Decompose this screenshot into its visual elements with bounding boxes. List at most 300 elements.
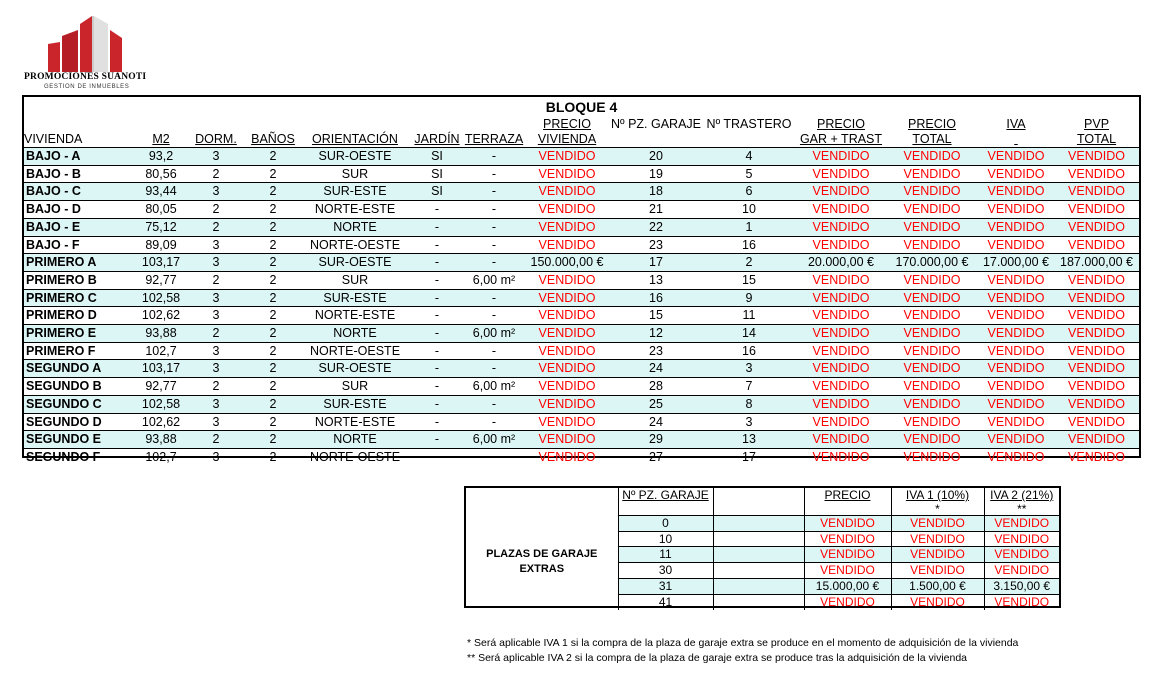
trastero-cell: 1	[702, 218, 796, 236]
trastero-cell: 16	[702, 236, 796, 254]
vivienda-cell: SEGUNDO D	[24, 413, 136, 431]
terraza-cell: 6,00 m²	[464, 378, 524, 396]
m2-cell: 102,62	[136, 307, 186, 325]
vivienda-cell: SEGUNDO F	[24, 448, 136, 465]
garaje-cell: 24	[610, 360, 702, 378]
garaje-cell: 25	[610, 395, 702, 413]
vivienda-cell: BAJO - C	[24, 183, 136, 201]
vivienda-cell: PRIMERO D	[24, 307, 136, 325]
extras-empty-cell	[713, 563, 804, 579]
precio-vivienda-cell: VENDIDO	[524, 448, 610, 465]
precio-vivienda-cell: VENDIDO	[524, 360, 610, 378]
jardin-cell: -	[410, 218, 464, 236]
pvp-cell: VENDIDO	[1054, 413, 1139, 431]
orientacion-cell: SUR-ESTE	[300, 395, 410, 413]
dorm-cell: 2	[186, 218, 246, 236]
garaje-cell: 19	[610, 165, 702, 183]
table-row	[24, 165, 1139, 183]
trastero-cell: 13	[702, 431, 796, 449]
banos-cell: 2	[246, 360, 300, 378]
terraza-cell: -	[464, 218, 524, 236]
extras-iva1-mark: *	[891, 503, 984, 516]
extras-empty-cell	[713, 547, 804, 563]
garaje-cell: 20	[610, 148, 702, 166]
precio-vivienda-cell: VENDIDO	[524, 378, 610, 396]
orientacion-cell: NORTE-OESTE	[300, 236, 410, 254]
banos-cell: 2	[246, 395, 300, 413]
trastero-cell: 4	[702, 148, 796, 166]
terraza-cell: -	[464, 342, 524, 360]
vivienda-cell: BAJO - B	[24, 165, 136, 183]
terraza-cell: 6,00 m²	[464, 271, 524, 289]
banos-cell: 2	[246, 148, 300, 166]
precio-vivienda-cell: 150.000,00 €	[524, 254, 610, 272]
banos-cell: 2	[246, 236, 300, 254]
iva-cell: VENDIDO	[978, 165, 1054, 183]
terraza-cell: -	[464, 148, 524, 166]
header-orientacion: ORIENTACIÓN	[312, 132, 398, 146]
pvp-cell: VENDIDO	[1054, 431, 1139, 449]
trastero-cell: 9	[702, 289, 796, 307]
vivienda-cell: BAJO - F	[24, 236, 136, 254]
precio-total-cell: VENDIDO	[886, 325, 978, 343]
pvp-cell: VENDIDO	[1054, 236, 1139, 254]
extras-iva2-cell: VENDIDO	[984, 515, 1059, 531]
jardin-cell: -	[410, 307, 464, 325]
table-row	[24, 378, 1139, 396]
precio-gar-cell: VENDIDO	[796, 448, 886, 465]
trastero-cell: 14	[702, 325, 796, 343]
banos-cell: 2	[246, 201, 300, 219]
table-row	[24, 183, 1139, 201]
m2-cell: 102,58	[136, 395, 186, 413]
pvp-cell: VENDIDO	[1054, 307, 1139, 325]
precio-vivienda-cell: VENDIDO	[524, 271, 610, 289]
extras-iva2-cell: VENDIDO	[984, 563, 1059, 579]
table-row	[24, 342, 1139, 360]
precio-vivienda-cell: VENDIDO	[524, 395, 610, 413]
jardin-cell: -	[410, 413, 464, 431]
pvp-cell: VENDIDO	[1054, 289, 1139, 307]
garaje-cell: 22	[610, 218, 702, 236]
table-row	[24, 431, 1139, 449]
dorm-cell: 2	[186, 378, 246, 396]
header-m2: M2	[152, 132, 170, 146]
extras-garaje-cell: 10	[618, 531, 713, 547]
table-row	[24, 148, 1139, 166]
vivienda-cell: BAJO - D	[24, 201, 136, 219]
extras-header-blank	[466, 488, 618, 503]
header-terraza: TERRAZA	[464, 132, 524, 146]
banos-cell: 2	[246, 431, 300, 449]
orientacion-cell: NORTE-ESTE	[300, 307, 410, 325]
extras-garaje-cell: 31	[618, 578, 713, 594]
m2-cell: 75,12	[136, 218, 186, 236]
header-precio-gar-line2: GAR + TRAST	[799, 132, 883, 146]
jardin-cell: -	[410, 378, 464, 396]
dorm-cell: 3	[186, 289, 246, 307]
m2-cell: 103,17	[136, 360, 186, 378]
header-jardin: JARDÍN	[414, 132, 460, 146]
table-row	[24, 289, 1139, 307]
precio-gar-cell: VENDIDO	[796, 218, 886, 236]
garaje-cell: 12	[610, 325, 702, 343]
iva-cell: VENDIDO	[978, 342, 1054, 360]
extras-garaje-cell: 0	[618, 515, 713, 531]
precio-gar-cell: VENDIDO	[796, 201, 886, 219]
pvp-cell: VENDIDO	[1054, 395, 1139, 413]
dorm-cell: 3	[186, 342, 246, 360]
vivienda-cell: BAJO - E	[24, 218, 136, 236]
precio-total-cell: VENDIDO	[886, 218, 978, 236]
footnote-iva2: ** Será aplicable IVA 2 si la compra de la plaza de garaje extra se produce tras la adquisición de la vivienda	[467, 652, 968, 664]
terraza-cell: -	[464, 165, 524, 183]
bloque-table-frame	[22, 95, 1141, 464]
header-precio-gar-line1: PRECIO	[817, 117, 865, 131]
header-garaje	[610, 117, 702, 148]
jardin-cell: SI	[410, 148, 464, 166]
jardin-cell: -	[410, 236, 464, 254]
iva-cell: VENDIDO	[978, 289, 1054, 307]
header-precio-gar	[796, 117, 886, 148]
dorm-cell: 2	[186, 165, 246, 183]
jardin-cell: -	[410, 395, 464, 413]
orientacion-cell: NORTE	[300, 431, 410, 449]
precio-gar-cell: VENDIDO	[796, 165, 886, 183]
header-dorm: DORM.	[195, 132, 237, 146]
table-row	[24, 360, 1139, 378]
m2-cell: 93,88	[136, 325, 186, 343]
precio-gar-cell: VENDIDO	[796, 431, 886, 449]
header-precio-total-line1: PRECIO	[908, 117, 956, 131]
dorm-cell: 3	[186, 360, 246, 378]
iva-cell: VENDIDO	[978, 431, 1054, 449]
jardin-cell: SI	[410, 165, 464, 183]
extras-iva1-cell: VENDIDO	[891, 594, 984, 609]
orientacion-cell: NORTE-ESTE	[300, 413, 410, 431]
precio-total-cell: VENDIDO	[886, 236, 978, 254]
precio-vivienda-cell: VENDIDO	[524, 431, 610, 449]
table-row	[24, 254, 1139, 272]
terraza-cell: -	[464, 307, 524, 325]
footnotes	[467, 636, 1018, 666]
iva-cell: VENDIDO	[978, 271, 1054, 289]
vivienda-cell: SEGUNDO C	[24, 395, 136, 413]
table-row	[24, 218, 1139, 236]
header-trastero-label: Nº TRASTERO	[706, 117, 792, 131]
table-row	[24, 395, 1139, 413]
trastero-cell: 5	[702, 165, 796, 183]
extras-precio-cell: VENDIDO	[804, 515, 891, 531]
extras-header-iva2: IVA 2 (21%)	[984, 488, 1059, 503]
precio-gar-cell: 20.000,00 €	[796, 254, 886, 272]
jardin-cell: -	[410, 254, 464, 272]
extras-precio-cell: VENDIDO	[804, 547, 891, 563]
table-row	[24, 271, 1139, 289]
dorm-cell: 3	[186, 307, 246, 325]
pvp-cell: VENDIDO	[1054, 271, 1139, 289]
precio-total-cell: VENDIDO	[886, 201, 978, 219]
jardin-cell: -	[410, 360, 464, 378]
precio-vivienda-cell: VENDIDO	[524, 413, 610, 431]
pvp-cell: VENDIDO	[1054, 183, 1139, 201]
orientacion-cell: SUR-OESTE	[300, 148, 410, 166]
orientacion-cell: SUR	[300, 271, 410, 289]
extras-table	[466, 488, 1059, 610]
dorm-cell: 2	[186, 201, 246, 219]
precio-total-cell: VENDIDO	[886, 378, 978, 396]
precio-vivienda-cell: VENDIDO	[524, 183, 610, 201]
precio-total-cell: 170.000,00 €	[886, 254, 978, 272]
pvp-cell: VENDIDO	[1054, 378, 1139, 396]
extras-garaje-cell: 41	[618, 594, 713, 609]
pvp-cell: 187.000,00 €	[1054, 254, 1139, 272]
jardin-cell: SI	[410, 183, 464, 201]
dorm-cell: 3	[186, 183, 246, 201]
iva-cell: VENDIDO	[978, 448, 1054, 465]
m2-cell: 80,05	[136, 201, 186, 219]
iva-cell: VENDIDO	[978, 307, 1054, 325]
precio-gar-cell: VENDIDO	[796, 289, 886, 307]
pvp-cell: VENDIDO	[1054, 218, 1139, 236]
terraza-cell: -	[464, 183, 524, 201]
iva-cell: VENDIDO	[978, 148, 1054, 166]
dorm-cell: 3	[186, 236, 246, 254]
extras-table-frame	[464, 486, 1061, 608]
precio-gar-cell: VENDIDO	[796, 236, 886, 254]
extras-precio-cell: VENDIDO	[804, 594, 891, 609]
pvp-cell: VENDIDO	[1054, 165, 1139, 183]
precio-gar-cell: VENDIDO	[796, 148, 886, 166]
banos-cell: 2	[246, 342, 300, 360]
garaje-cell: 15	[610, 307, 702, 325]
table-row	[24, 201, 1139, 219]
jardin-cell: -	[410, 431, 464, 449]
precio-gar-cell: VENDIDO	[796, 307, 886, 325]
iva-cell: VENDIDO	[978, 183, 1054, 201]
extras-header-iva1: IVA 1 (10%)	[891, 488, 984, 503]
garaje-cell: 23	[610, 236, 702, 254]
banos-cell: 2	[246, 307, 300, 325]
extras-header-precio: PRECIO	[804, 488, 891, 503]
extras-iva1-cell: VENDIDO	[891, 547, 984, 563]
vivienda-cell: PRIMERO B	[24, 271, 136, 289]
terraza-cell: -	[464, 413, 524, 431]
dorm-cell: 3	[186, 148, 246, 166]
precio-vivienda-cell: VENDIDO	[524, 325, 610, 343]
trastero-cell: 7	[702, 378, 796, 396]
header-precio-vivienda	[524, 117, 610, 148]
orientacion-cell: NORTE-OESTE	[300, 342, 410, 360]
iva-cell: VENDIDO	[978, 236, 1054, 254]
orientacion-cell: SUR	[300, 378, 410, 396]
extras-iva2-cell: VENDIDO	[984, 531, 1059, 547]
m2-cell: 92,77	[136, 378, 186, 396]
dorm-cell: 2	[186, 271, 246, 289]
garaje-cell: 17	[610, 254, 702, 272]
pvp-cell: VENDIDO	[1054, 342, 1139, 360]
garaje-cell: 24	[610, 413, 702, 431]
jardin-cell: -	[410, 271, 464, 289]
pvp-cell: VENDIDO	[1054, 325, 1139, 343]
precio-total-cell: VENDIDO	[886, 448, 978, 465]
m2-cell: 93,2	[136, 148, 186, 166]
trastero-cell: 10	[702, 201, 796, 219]
terraza-cell: 6,00 m²	[464, 431, 524, 449]
trastero-cell: 15	[702, 271, 796, 289]
precio-total-cell: VENDIDO	[886, 183, 978, 201]
header-banos: BAÑOS	[251, 132, 295, 146]
banos-cell: 2	[246, 254, 300, 272]
header-trastero	[702, 117, 796, 148]
orientacion-cell: SUR	[300, 165, 410, 183]
trastero-cell: 3	[702, 360, 796, 378]
header-precio-vivienda-line1: PRECIO	[543, 117, 591, 131]
banos-cell: 2	[246, 378, 300, 396]
vivienda-cell: PRIMERO E	[24, 325, 136, 343]
extras-iva2-cell: VENDIDO	[984, 547, 1059, 563]
precio-total-cell: VENDIDO	[886, 289, 978, 307]
terraza-cell: -	[464, 395, 524, 413]
iva-cell: VENDIDO	[978, 395, 1054, 413]
header-iva	[978, 117, 1054, 148]
pvp-cell: VENDIDO	[1054, 360, 1139, 378]
extras-empty-cell	[713, 531, 804, 547]
m2-cell: 89,09	[136, 236, 186, 254]
extras-iva1-cell: VENDIDO	[891, 515, 984, 531]
vivienda-cell: PRIMERO A	[24, 254, 136, 272]
iva-cell: VENDIDO	[978, 360, 1054, 378]
dorm-cell: 3	[186, 254, 246, 272]
precio-gar-cell: VENDIDO	[796, 342, 886, 360]
extras-empty-cell	[713, 594, 804, 609]
precio-vivienda-cell: VENDIDO	[524, 218, 610, 236]
garaje-cell: 18	[610, 183, 702, 201]
jardin-cell: -	[410, 448, 464, 465]
table-row	[24, 236, 1139, 254]
precio-total-cell: VENDIDO	[886, 360, 978, 378]
precio-vivienda-cell: VENDIDO	[524, 342, 610, 360]
precio-vivienda-cell: VENDIDO	[524, 201, 610, 219]
table-row	[466, 515, 1059, 531]
banos-cell: 2	[246, 413, 300, 431]
jardin-cell: -	[410, 289, 464, 307]
extras-label: PLAZAS DE GARAJE EXTRAS	[486, 548, 598, 576]
vivienda-cell: BAJO - A	[24, 148, 136, 166]
iva-cell: VENDIDO	[978, 413, 1054, 431]
trastero-cell: 6	[702, 183, 796, 201]
jardin-cell: -	[410, 201, 464, 219]
garaje-cell: 21	[610, 201, 702, 219]
precio-gar-cell: VENDIDO	[796, 378, 886, 396]
extras-garaje-cell: 11	[618, 547, 713, 563]
extras-iva2-mark: **	[984, 503, 1059, 516]
iva-cell: VENDIDO	[978, 325, 1054, 343]
extras-precio-cell: VENDIDO	[804, 531, 891, 547]
m2-cell: 92,77	[136, 271, 186, 289]
jardin-cell: -	[410, 342, 464, 360]
m2-cell: 93,88	[136, 431, 186, 449]
header-precio-total	[886, 117, 978, 148]
precio-total-cell: VENDIDO	[886, 395, 978, 413]
table-title: BLOQUE 4	[545, 99, 618, 115]
precio-total-cell: VENDIDO	[886, 271, 978, 289]
terraza-cell: -	[464, 360, 524, 378]
m2-cell: 102,7	[136, 448, 186, 465]
header-vivienda: VIVIENDA	[24, 132, 83, 146]
extras-iva2-cell: 3.150,00 €	[984, 578, 1059, 594]
orientacion-cell: SUR-OESTE	[300, 254, 410, 272]
m2-cell: 103,17	[136, 254, 186, 272]
precio-gar-cell: VENDIDO	[796, 360, 886, 378]
terraza-cell: -	[464, 201, 524, 219]
banos-cell: 2	[246, 183, 300, 201]
garaje-cell: 23	[610, 342, 702, 360]
header-precio-total-line2: TOTAL	[912, 132, 952, 146]
banos-cell: 2	[246, 325, 300, 343]
garaje-cell: 27	[610, 448, 702, 465]
m2-cell: 102,7	[136, 342, 186, 360]
header-garaje-label: Nº PZ. GARAJE	[611, 117, 701, 131]
logo-brand-name: PROMOCIONES SUANOTI	[24, 72, 147, 82]
precio-total-cell: VENDIDO	[886, 413, 978, 431]
precio-total-cell: VENDIDO	[886, 165, 978, 183]
precio-gar-cell: VENDIDO	[796, 183, 886, 201]
vivienda-cell: PRIMERO F	[24, 342, 136, 360]
precio-gar-cell: VENDIDO	[796, 271, 886, 289]
extras-empty-cell	[713, 578, 804, 594]
table-row	[24, 413, 1139, 431]
header-iva-label: IVA	[1006, 117, 1026, 131]
precio-gar-cell: VENDIDO	[796, 325, 886, 343]
precio-vivienda-cell: VENDIDO	[524, 289, 610, 307]
m2-cell: 102,62	[136, 413, 186, 431]
header-precio-vivienda-line2: VIVIENDA	[537, 132, 597, 146]
extras-precio-cell: 15.000,00 €	[804, 578, 891, 594]
banos-cell: 2	[246, 448, 300, 465]
iva-cell: VENDIDO	[978, 378, 1054, 396]
table-row	[24, 307, 1139, 325]
extras-iva1-cell: VENDIDO	[891, 531, 984, 547]
dorm-cell: 2	[186, 325, 246, 343]
m2-cell: 93,44	[136, 183, 186, 201]
header-pvp-line2: TOTAL	[1076, 132, 1117, 146]
company-logo	[24, 14, 154, 92]
banos-cell: 2	[246, 271, 300, 289]
pvp-cell: VENDIDO	[1054, 201, 1139, 219]
trastero-cell: 8	[702, 395, 796, 413]
precio-total-cell: VENDIDO	[886, 342, 978, 360]
trastero-cell: 17	[702, 448, 796, 465]
precio-vivienda-cell: VENDIDO	[524, 148, 610, 166]
footnote-iva1: * Será aplicable IVA 1 si la compra de la plaza de garaje extra se produce en el momento de adquisición de la vivienda	[467, 637, 1019, 649]
terraza-cell: -	[464, 254, 524, 272]
orientacion-cell: SUR-ESTE	[300, 183, 410, 201]
orientacion-cell: NORTE-OESTE	[300, 448, 410, 465]
terraza-cell: -	[464, 448, 524, 465]
extras-precio-cell: VENDIDO	[804, 563, 891, 579]
banos-cell: 2	[246, 218, 300, 236]
table-row	[24, 448, 1139, 465]
table-row	[24, 325, 1139, 343]
extras-header-empty	[713, 488, 804, 503]
terraza-cell: -	[464, 236, 524, 254]
vivienda-cell: SEGUNDO E	[24, 431, 136, 449]
bloque-table	[24, 97, 1139, 466]
pvp-cell: VENDIDO	[1054, 448, 1139, 465]
garaje-cell: 16	[610, 289, 702, 307]
dorm-cell: 3	[186, 413, 246, 431]
